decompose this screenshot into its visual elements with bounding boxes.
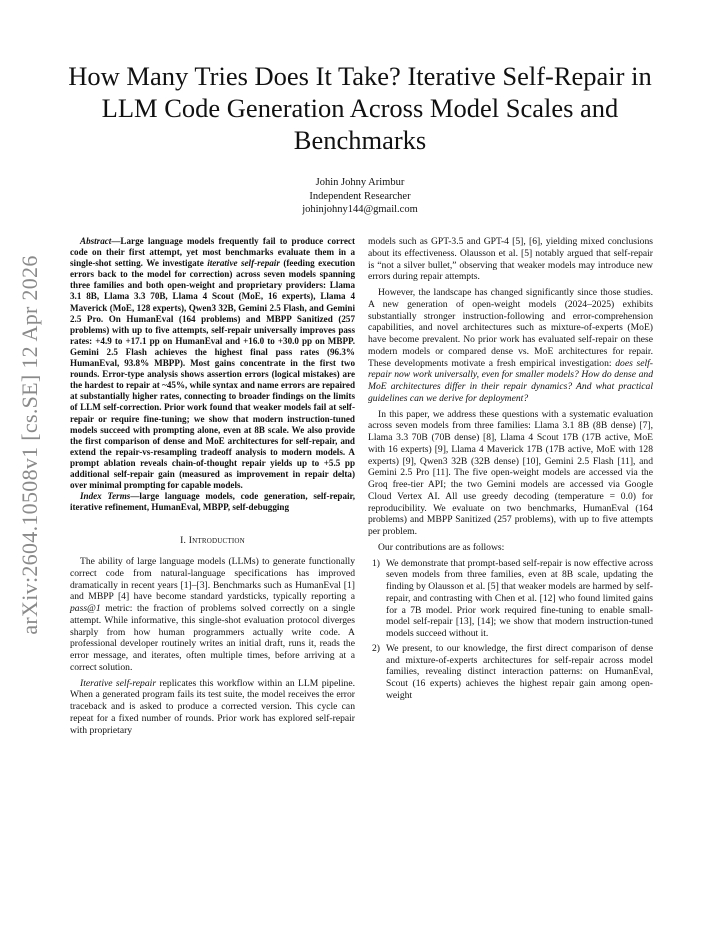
index-terms-text: large language models, code generation, self-repair, iterative refinement, HumanEval, MBPP, self-debugging: [70, 491, 355, 513]
list-item-number: 1): [372, 557, 380, 569]
arxiv-stamp-text: arXiv:2604.10508v1 [cs.SE] 12 Apr 2026: [17, 255, 42, 635]
list-item: [368, 643, 653, 702]
author-affiliation: Independent Researcher: [309, 190, 411, 202]
abstract-dash: —: [111, 236, 121, 246]
abstract-text-2: (feeding execution errors back to the model for correction) across seven models spanning three families and both open-weight and proprietary providers: Llama 3.1 8B, Llama 3.3 70B, Llama 4 Scout (MoE, 16 experts), Llama 4 Maverick (MoE, 128 experts), Qwen3 32B, Gemini 2.5 Flash, and Gemini 2.5 Pro. On HumanEval (164 problems) and MBPP Sanitized (257 problems) with up to five attempts, self-repair universally improves pass rates: +4.9 to +17.1 pp on HumanEval and +16.0 to +30.0 pp on MBPP. Gemini 2.5 Flash achieves the highest final pass rates (96.3% HumanEval, 93.8% MBPP). Most gains concentrate in the first two rounds. Error-type analysis shows assertion errors (logical mistakes) are the hardest to repair at ~45%, while syntax and name errors are repaired at substantially higher rates, connecting to broader findings on the limits of LLM self-correction. Prior work found that weaker models fail at self-repair or require fine-tuning; we show that modern instruction-tuned models succeed with prompting alone, even at 8B scale. We also provide the first comparison of dense and MoE architectures for self-repair, and extend the repair-vs-resampling tradeoff analysis to modern models. A prompt ablation reveals chain-of-thought repair yields up to +5.5 pp additional self-repair gain (measured as improvement in repair delta) over minimal prompting for capable models.: [70, 258, 356, 491]
index-terms: [70, 491, 355, 513]
intro-p1-emphasis: pass@1: [70, 603, 101, 615]
abstract-emphasis: iterative self-repair: [207, 258, 280, 269]
author-email: johinjohny144@gmail.com: [302, 204, 418, 215]
intro-p2-emphasis: Iterative self-repair: [80, 677, 157, 689]
author-block: [0, 176, 720, 217]
intro-paragraph-1: [70, 556, 355, 674]
author-name: Johin Johny Arimbur: [315, 177, 405, 188]
index-terms-label: Index Terms: [80, 491, 131, 502]
intro-p1-text-b: metric: the fraction of problems solved correctly on a single attempt. While informative, this single-shot evaluation protocol diverges sharply from how human programmers actually write code. A professional developer routinely writes an initial draft, runs it, reads the error message, and iterates, often multiple times, before arriving at a correct solution.: [70, 603, 355, 673]
abstract-text-1: Large language models frequently fail to produce correct code on their first attempt, yet most benchmarks evaluate them in a single-shot setting. We investigate: [70, 236, 355, 269]
intro-p3-text: However, the landscape has changed significantly since those studies. A new generation of open-weight models (2024–2025) exhibits substantially stronger instruction-following and error-comprehension capabilities, and novel architectures such as mixture-of-experts (MoE) have become prevalent. No prior work has evaluated self-repair on these modern models or compared dense vs. MoE architectures for repair. These developments motivate a fresh empirical investigation:: [368, 287, 653, 369]
list-item-number: 2): [372, 642, 380, 654]
intro-paragraph-3: [368, 287, 653, 405]
intro-p3-emphasis: does self-repair now work universally, even for smaller models? How do dense and MoE architectures differ in their repair dynamics? And what practical guidelines can we derive for deployment?: [368, 357, 653, 404]
section-heading-introduction: I. Introduction: [180, 535, 245, 547]
intro-p2-text: replicates this workflow within an LLM pipeline. When a generated program fails its test suite, the model receives the error traceback and is asked to produce a corrected version. This cycle can repeat for a fixed number of rounds. Prior work has explored self-repair with proprietary: [70, 677, 355, 736]
intro-paragraph-2: [70, 678, 355, 737]
arxiv-stamp: [8, 230, 52, 660]
contributions-list: [368, 558, 653, 702]
intro-p1-text-a: The ability of large language models (LLMs) to generate functionally correct code from natural-language specifications has improved dramatically in recent years [1]–[3]. Benchmarks such as HumanEval [1] and MBPP [4] have become standard yardsticks, typically reporting a: [70, 556, 355, 603]
right-column: [368, 236, 653, 705]
paper-title: How Many Tries Does It Take? Iterative Self-Repair in LLM Code Generation Across Model Scales and Benchmarks: [68, 61, 652, 155]
list-item-text: We demonstrate that prompt-based self-repair is now effective across seven models from three families, even at 8B scale, updating the finding by Olausson et al. [5] that weaker models are harmed by self-repair, and contrasting with Chen et al. [12] who found limited gains for a 7B model. Prior work required fine-tuning to enable small-model self-repair [13], [14]; we show that modern instruction-tuned models succeed without it.: [386, 557, 653, 639]
index-terms-dash: —: [130, 491, 140, 502]
intro-paragraph-4: In this paper, we address these questions with a systematic evaluation across seven models from three families: Llama 3.1 8B (8B dense) [7], Llama 3.3 70B (70B dense) [8], Llama 4 Scout 17B (17B active, MoE with 16 experts) [9], Llama 4 Maverick 17B (17B active, MoE with 128 experts) [9], Qwen3 32B (32B dense) [10], Gemini 2.5 Flash [11], and Gemini 2.5 Pro [11]. The five open-weight models are accessed via the Groq free-tier API; the two Gemini models are accessed via Google Cloud Vertex AI. All use greedy decoding (temperature = 0.0) for reproducibility. We evaluate on two benchmarks, HumanEval (164 problems) and MBPP Sanitized (257 problems), with up to five attempts per problem.: [368, 408, 653, 537]
abstract: [70, 236, 355, 513]
list-item: [368, 558, 653, 640]
intro-paragraph-2-continued: models such as GPT-3.5 and GPT-4 [5], [6], yielding mixed conclusions about its effectiveness. Olausson et al. [5] notably argued that self-repair is “not a silver bullet,” observing that weaker models may introduce new errors during repair attempts.: [368, 236, 653, 283]
abstract-label: Abstract: [80, 236, 112, 246]
list-item-text: We present, to our knowledge, the first direct comparison of dense and mixture-of-experts architectures for self-repair across model families, revealing distinct interaction patterns: on HumanEval, Scout (16 experts) achieves the highest repair gain among open-weight: [386, 642, 653, 701]
left-column: [70, 236, 355, 736]
intro-paragraph-5: Our contributions are as follows:: [378, 541, 505, 553]
abstract-paragraph: [70, 236, 355, 491]
